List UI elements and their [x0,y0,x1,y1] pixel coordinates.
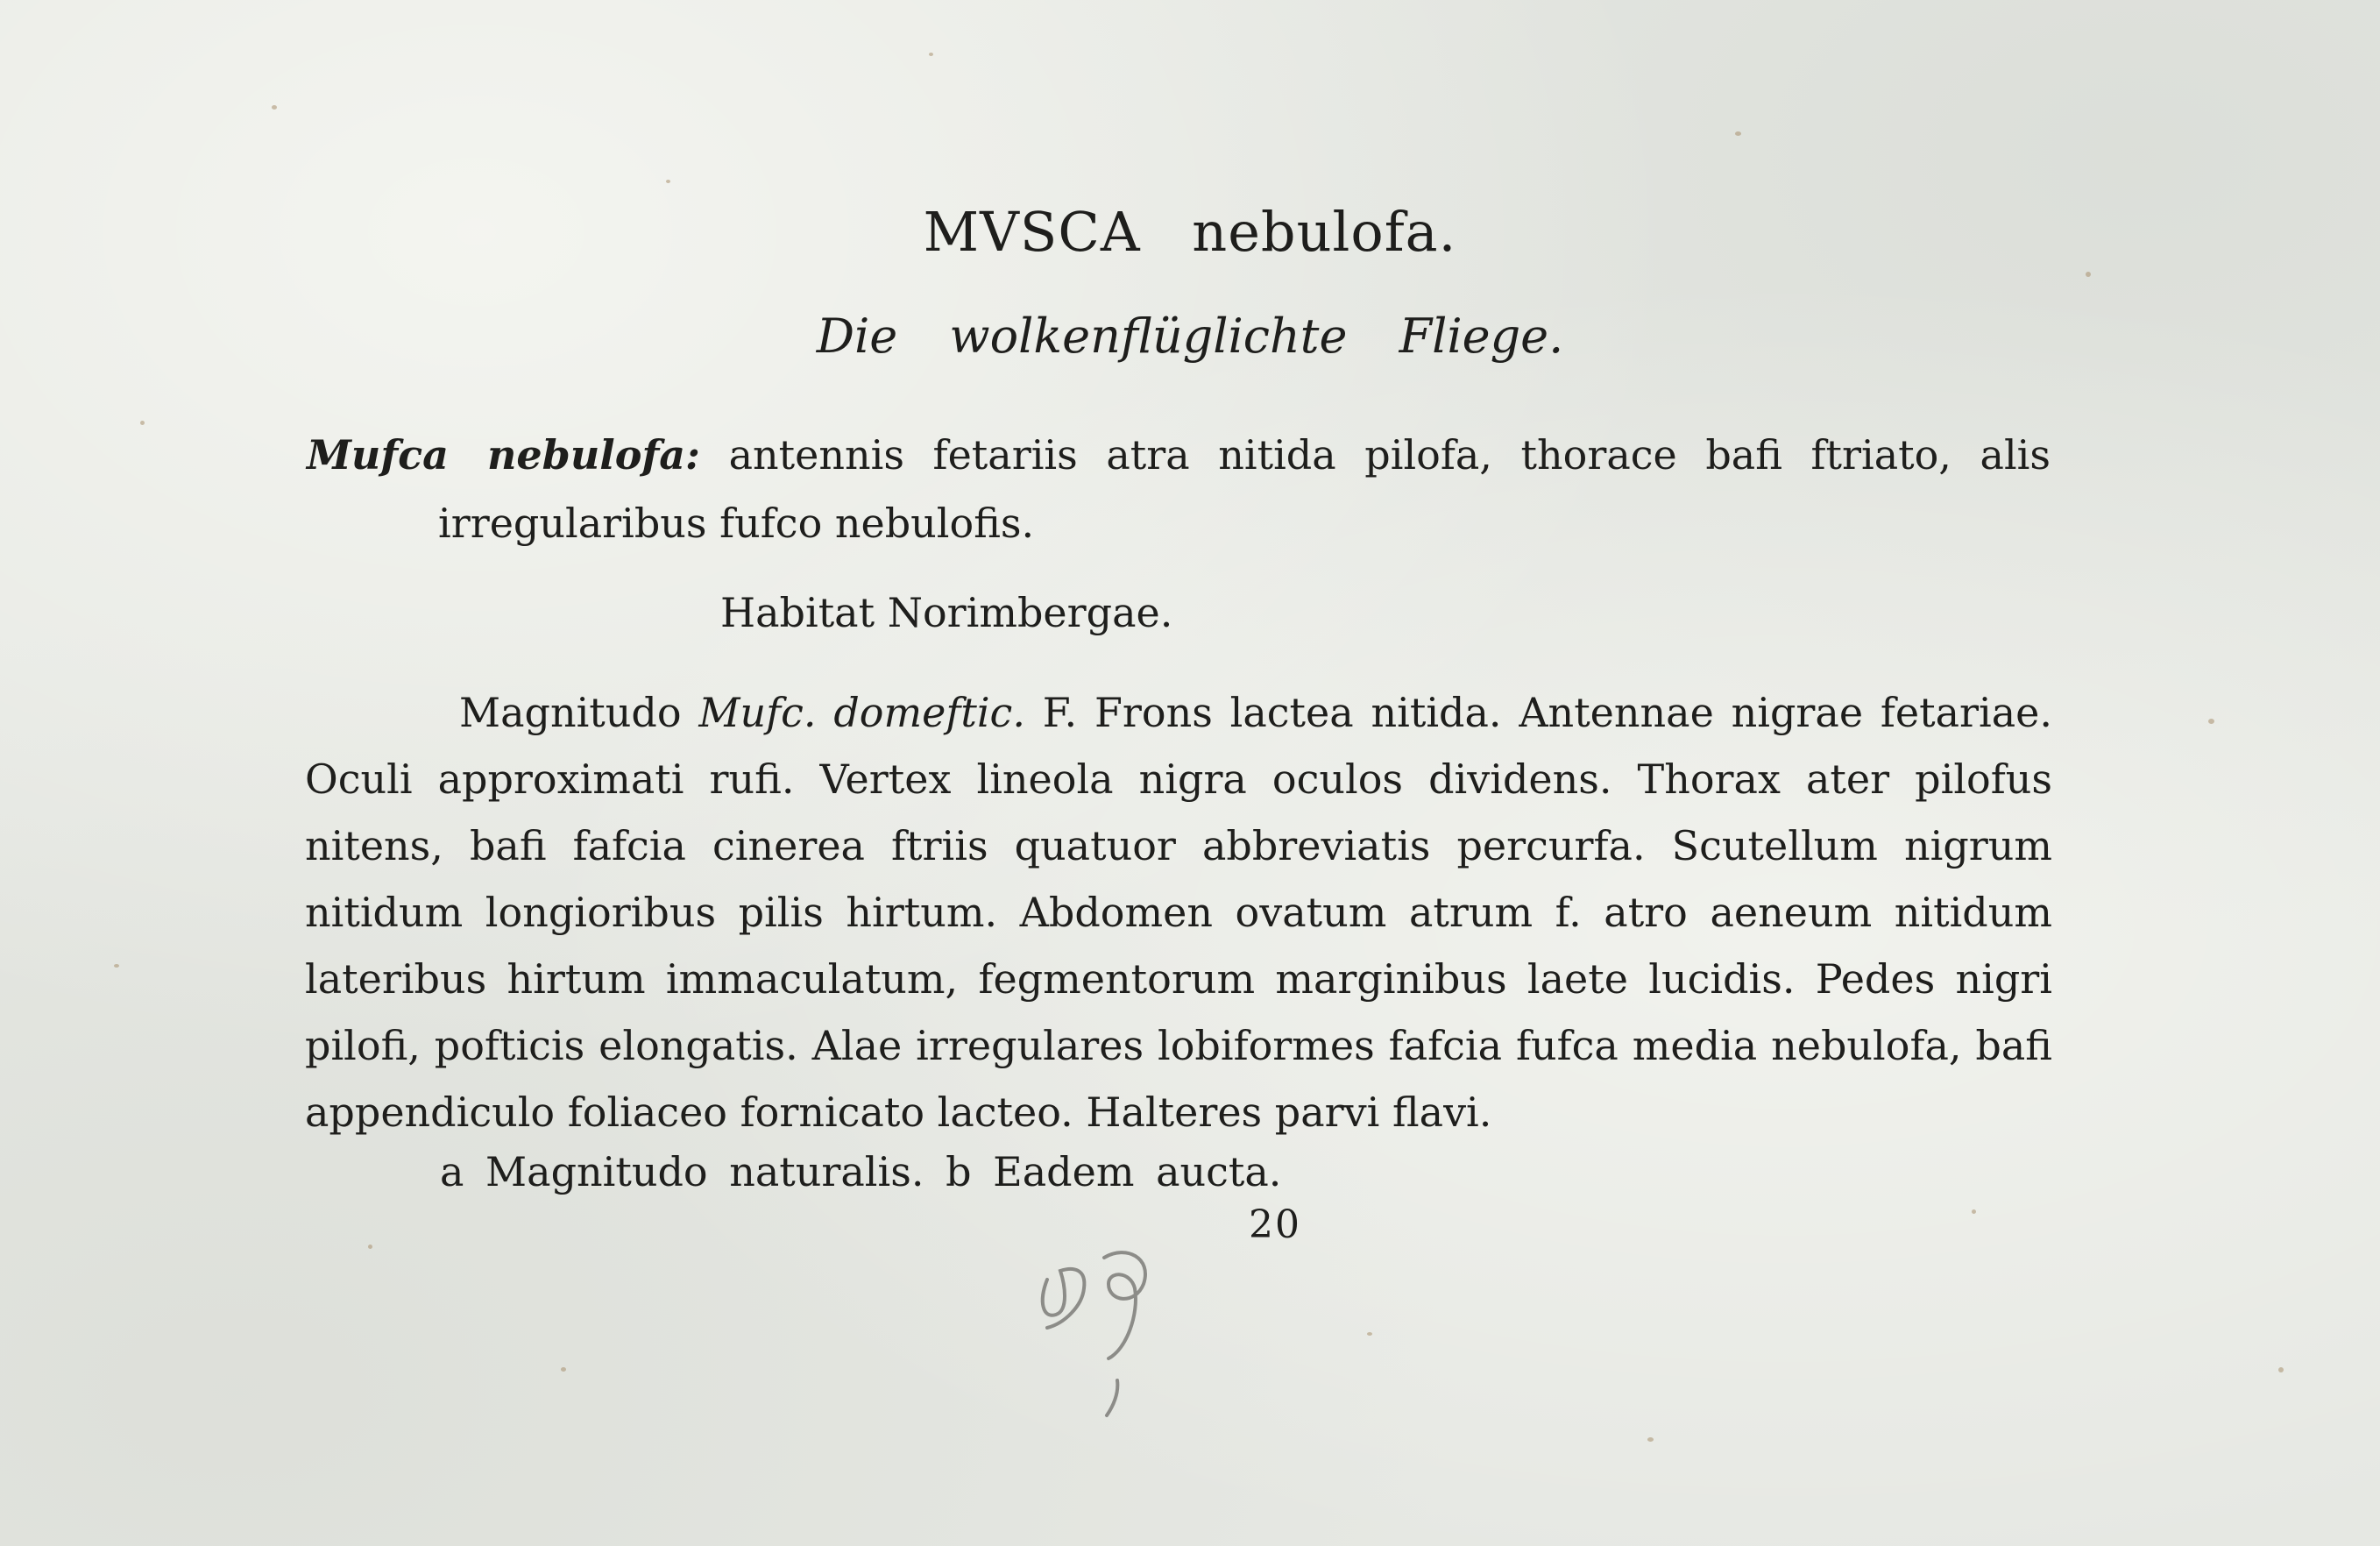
description-lead: Magnitudo [459,689,682,736]
habitat-line: Habitat Norimbergae. [720,589,1173,636]
description-paragraph [305,679,2052,1145]
description-species-reference: Mufc. domeftic. [698,689,1025,736]
page-title: MVSCA nebulofa. [923,200,1457,264]
pencil-annotation [1021,1218,1179,1429]
diagnosis-text: antennis fetariis atra nitida pilofa, thorace bafi ftriato, alis irregularibus fufco nebulofis. [438,431,2051,547]
description-text: F. Frons lactea nitida. Antennae nigrae fetariae. Oculi approximati rufi. Vertex lineola nigra oculos dividens. Thorax ater pilofus nitens, bafi fafcia cinerea ftriis quatuor abbreviatis percurfa. Scutellum nigrum nitidum longioribus pilis hirtum. Abdomen ovatum atrum f. atro aeneum nitidum lateribus hirtum immaculatum, fegmentorum marginibus laete lucidis. Pedes nigri pilofi, pofticis elongatis. Alae irregulares lobiformes fafcia fufca media nebulofa, bafi appendiculo foliaceo fornicato lacteo. Halteres parvi flavi. [305,689,2052,1136]
page-subtitle: Die wolkenflüglichte Fliege. [816,308,1564,364]
figure-explanation: a Magnitudo naturalis. b Eadem aucta. [440,1148,1282,1195]
page-number: 20 [1249,1202,1301,1247]
diagnosis-species-name: Mufca nebulofa: [307,431,701,479]
diagnosis-paragraph [307,421,2051,557]
